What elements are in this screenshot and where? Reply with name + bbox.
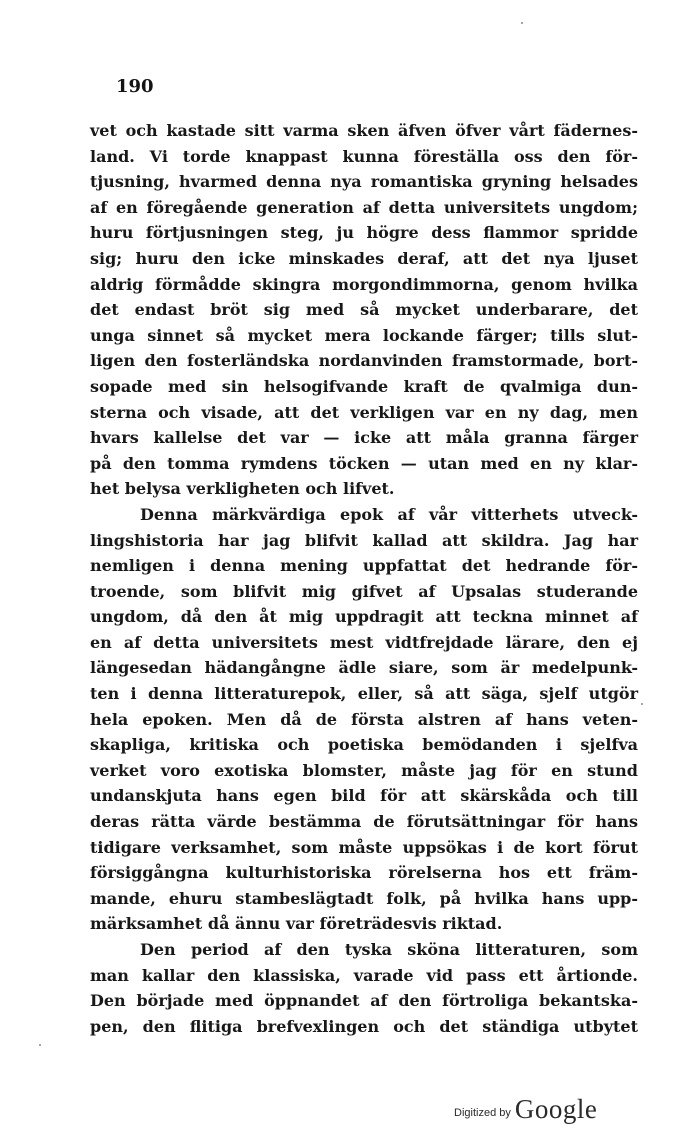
- text-line: sopade med sin helsogifvande kraft de qvalmiga dun-: [90, 376, 638, 396]
- text-line: längesedan hädangångne ädle siare, som är medelpunk-: [90, 658, 638, 678]
- google-logo: Google: [514, 1094, 598, 1124]
- text-line: ten i denna litteraturepok, eller, så att säga, sjelf utgör: [90, 684, 638, 704]
- text-line: man kallar den klassiska, varade vid pass ett årtionde.: [90, 965, 638, 985]
- text-line: het belysa verkligheten och lifvet.: [90, 479, 395, 499]
- text-line: unga sinnet så mycket mera lockande färger; tills slut-: [90, 325, 638, 345]
- text-line: mande, ehuru stambeslägtadt folk, på hvilka hans upp-: [90, 888, 638, 908]
- scan-speck: [521, 22, 523, 24]
- text-line: Den period af den tyska sköna litteraturen, som: [140, 940, 638, 959]
- text-line: huru förtjusningen steg, ju högre dess flammor spridde: [90, 223, 638, 243]
- text-line: ligen den fosterländska nordanvinden framstormade, bort-: [90, 351, 638, 371]
- digitized-by-google-watermark: [454, 1094, 597, 1125]
- text-line: troende, som blifvit mig gifvet af Upsalas studerande: [90, 581, 638, 601]
- text-line: nemligen i denna mening uppfattat det hedrande för-: [90, 556, 638, 576]
- text-line: sterna och visade, att det verkligen var en ny dag, men: [90, 402, 638, 422]
- text-line: en af detta universitets mest vidtfrejdade lärare, den ej: [90, 632, 638, 652]
- text-line: verket voro exotiska blomster, måste jag för en stund: [90, 760, 638, 780]
- text-line: hela epoken. Men då de första alstren af hans veten-: [90, 709, 638, 729]
- text-line: undanskjuta hans egen bild för att skärskåda och till: [90, 786, 638, 806]
- text-line: tjusning, hvarmed denna nya romantiska gryning helsades: [90, 172, 638, 192]
- text-line: tidigare verksamhet, som måste uppsökas i de kort förut: [90, 837, 638, 857]
- page-number: 190: [116, 76, 154, 97]
- text-line: ungdom, då den åt mig uppdragit att teckna minnet af: [90, 607, 638, 627]
- text-line: deras rätta värde bestämma de förutsättningar för hans: [90, 812, 638, 832]
- text-line: sig; huru den icke minskades deraf, att det nya ljuset: [90, 248, 638, 268]
- text-line: lingshistoria har jag blifvit kallad att skildra. Jag har: [90, 530, 638, 550]
- text-line: det endast bröt sig med så mycket underbarare, det: [90, 300, 638, 320]
- body-text: [90, 118, 638, 1039]
- text-line: af en föregående generation af detta universitets ungdom;: [90, 197, 638, 217]
- text-line: pen, den flitiga brefvexlingen och det ständiga utbytet: [90, 1016, 638, 1036]
- text-line: skapliga, kritiska och poetiska bemödanden i sjelfva: [90, 735, 638, 755]
- text-line: Den började med öppnandet af den förtroliga bekantska-: [90, 991, 638, 1011]
- text-line: vet och kastade sitt varma sken äfven öfver vårt fädernes-: [90, 121, 638, 140]
- scan-speck: [641, 703, 643, 705]
- scan-speck: [39, 1044, 41, 1046]
- text-line: land. Vi torde knappast kunna föreställa oss den för-: [90, 146, 638, 166]
- text-line: försiggångna kulturhistoriska rörelserna hos ett främ-: [90, 863, 638, 883]
- text-line: hvars kallelse det var — icke att måla granna färger: [90, 428, 638, 448]
- watermark-small-text: Digitized by: [454, 1107, 511, 1119]
- text-line: aldrig förmådde skingra morgondimmorna, genom hvilka: [90, 274, 638, 294]
- text-line: märksamhet då ännu var företrädesvis riktad.: [90, 914, 503, 934]
- text-line: Denna märkvärdiga epok af vår vitterhets utveck-: [140, 504, 638, 524]
- text-line: på den tomma rymdens töcken — utan med en ny klar-: [90, 453, 638, 473]
